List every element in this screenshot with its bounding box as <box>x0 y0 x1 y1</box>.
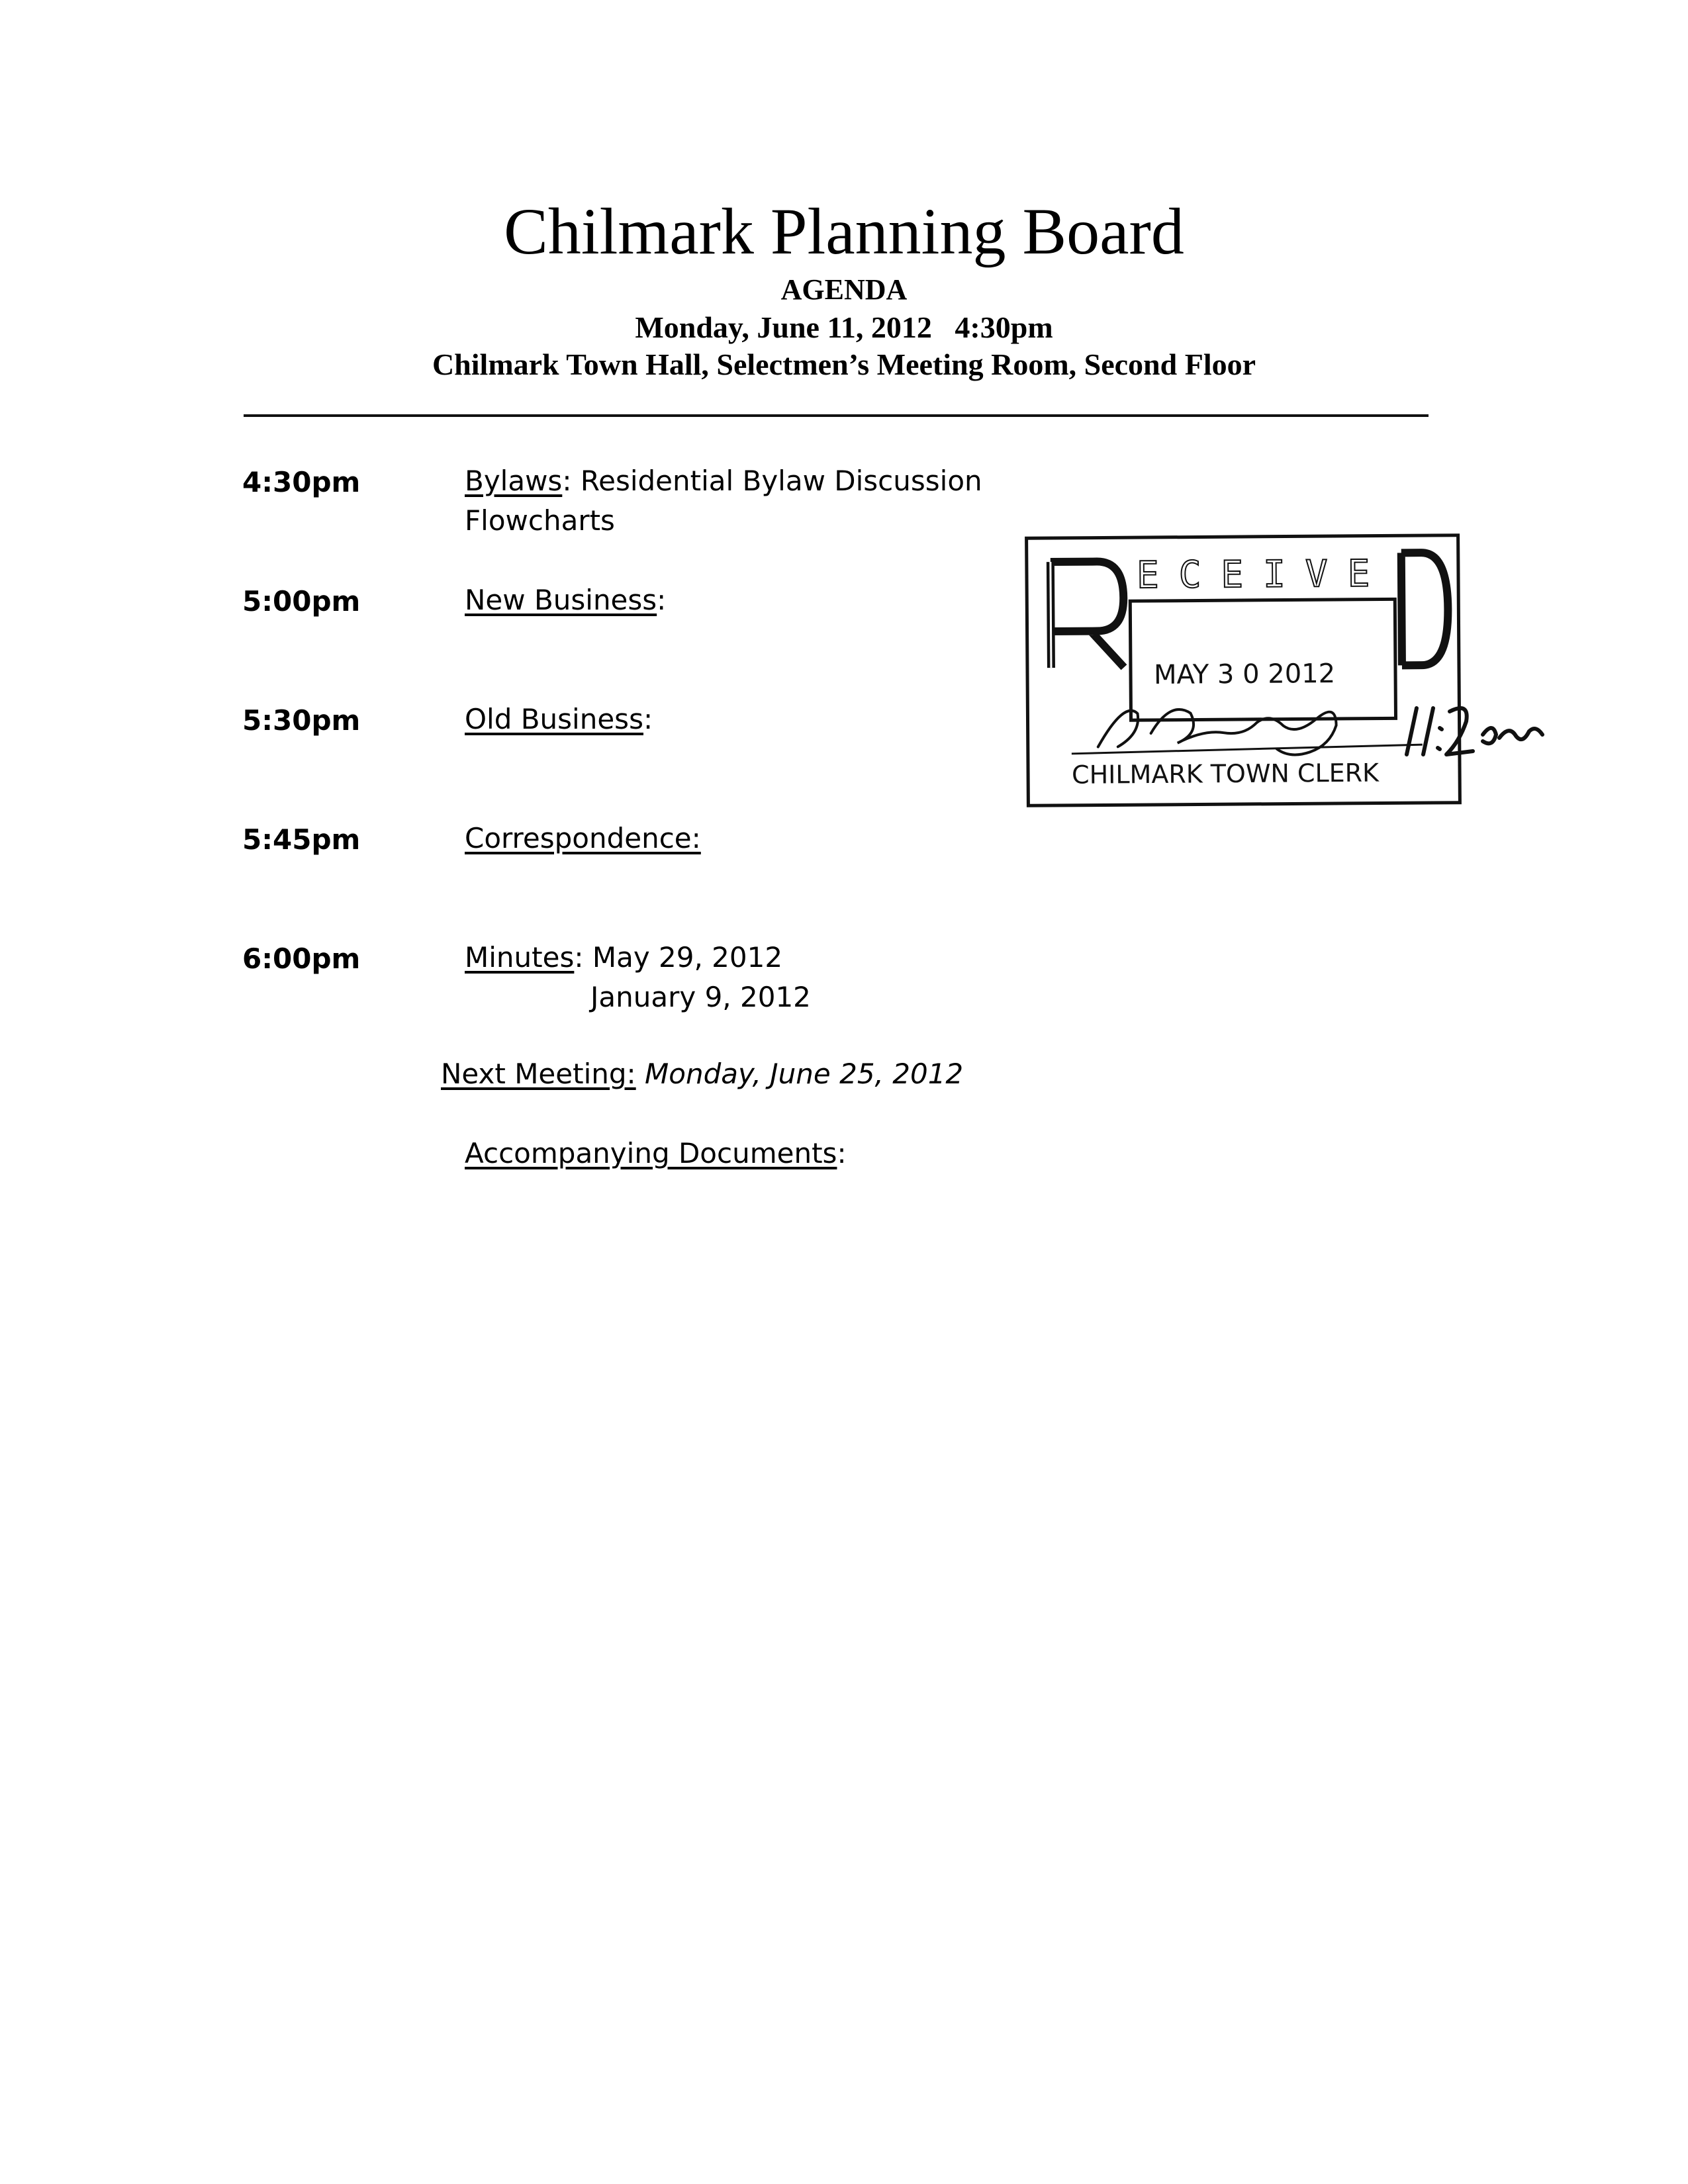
accompanying-documents-suffix: : <box>837 1137 847 1169</box>
agenda-heading-new-business: New Business <box>465 584 657 616</box>
svg-text:ECEIVE: ECEIVE <box>1136 552 1390 598</box>
handwritten-time <box>1397 695 1549 768</box>
board-title: Chilmark Planning Board <box>504 195 1184 268</box>
svg-text:CHILMARK TOWN CLERK: CHILMARK TOWN CLERK <box>1071 758 1380 790</box>
agenda-time: 6:00pm <box>242 942 361 975</box>
agenda-heading-old-business: Old Business <box>465 703 643 735</box>
agenda-item <box>465 465 982 498</box>
agenda-item-text: : Residential Bylaw Discussion <box>562 465 982 497</box>
header-divider <box>244 414 1429 417</box>
agenda-time: 5:45pm <box>242 823 361 856</box>
agenda-item <box>465 703 653 736</box>
next-meeting-date: Monday, June 25, 2012 <box>645 1058 964 1090</box>
next-meeting <box>441 1058 963 1091</box>
agenda-item-line2: January 9, 2012 <box>590 981 811 1013</box>
agenda-heading: AGENDA <box>780 273 908 306</box>
agenda-time: 4:30pm <box>242 466 361 498</box>
agenda-heading-correspondence: Correspondence: <box>465 822 701 854</box>
accompanying-documents <box>465 1137 847 1170</box>
agenda-item-text: : May 29, 2012 <box>574 941 783 974</box>
agenda-item-suffix: : <box>643 703 653 735</box>
agenda-time: 5:00pm <box>242 585 361 617</box>
agenda-time: 5:30pm <box>242 704 361 737</box>
next-meeting-label: Next Meeting: <box>441 1058 636 1090</box>
agenda-item-suffix: : <box>657 584 667 616</box>
meeting-date: Monday, June 11, 2012 4:30pm <box>635 310 1053 344</box>
agenda-item <box>465 584 666 617</box>
agenda-heading-bylaws: Bylaws <box>465 465 563 497</box>
agenda-item-line2: Flowcharts <box>465 504 615 537</box>
agenda-item <box>465 941 782 974</box>
agenda-heading-minutes: Minutes <box>465 941 575 974</box>
accompanying-documents-label: Accompanying Documents <box>465 1137 837 1169</box>
stamp-date: MAY 3 0 2012 <box>1153 659 1336 690</box>
agenda-item <box>465 822 701 855</box>
meeting-location: Chilmark Town Hall, Selectmen’s Meeting Room, Second Floor <box>432 347 1256 381</box>
